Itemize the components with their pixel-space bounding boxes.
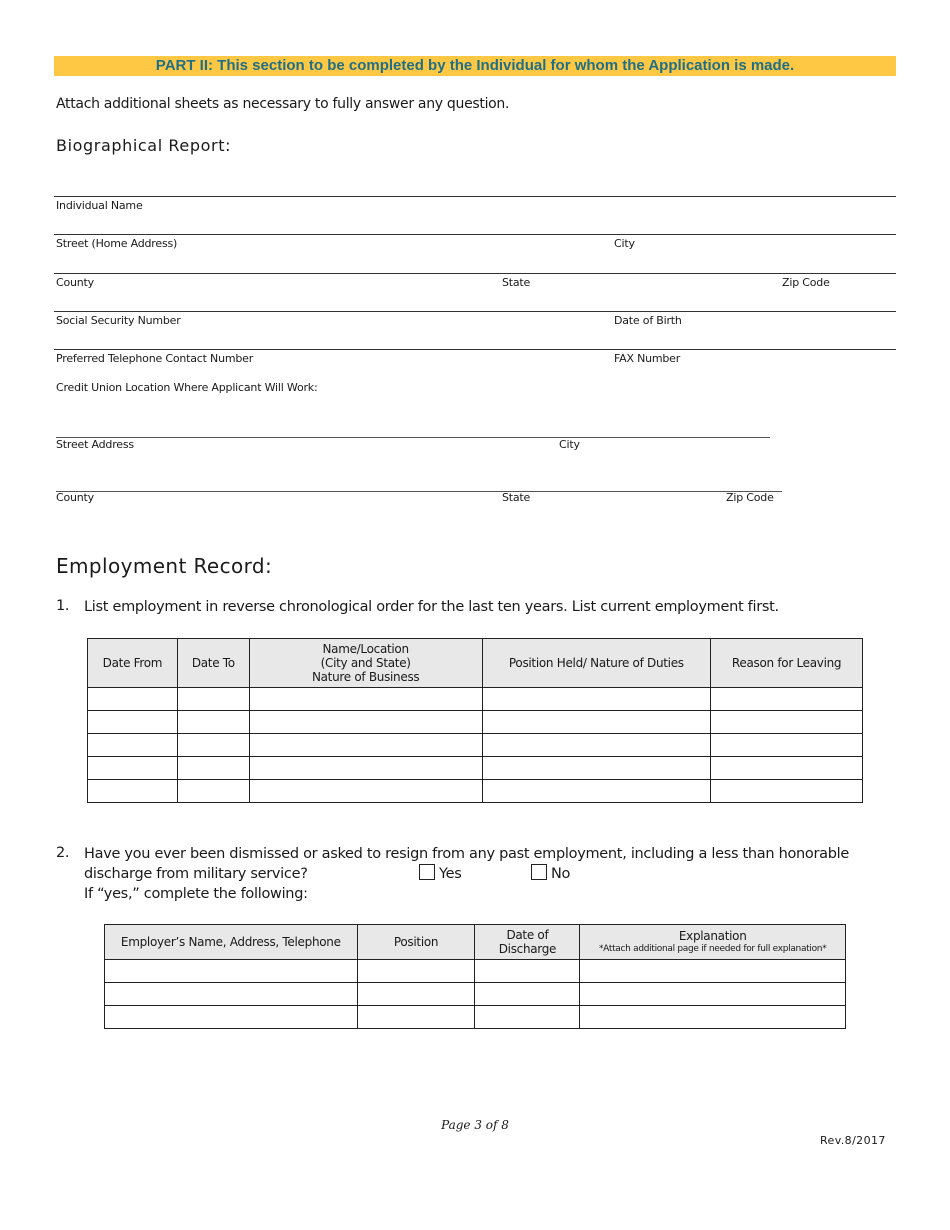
col-position: Position: [357, 925, 475, 960]
cell[interactable]: [357, 960, 475, 983]
form-line: [54, 196, 896, 197]
table-row[interactable]: [105, 983, 846, 1006]
location-street-line: [56, 437, 770, 438]
yes-label: Yes: [439, 866, 462, 882]
col-explanation-note: *Attach additional page if needed for full explanation*: [598, 944, 827, 954]
page-number: Page 3 of 8: [441, 1118, 509, 1132]
col-position: Position Held/ Nature of Duties: [482, 639, 711, 688]
employment-table-header: [88, 639, 863, 688]
question-2-number: 2.: [56, 845, 70, 861]
col-date-line1: Date of: [506, 928, 549, 942]
dob-label: Date of Birth: [614, 314, 682, 327]
street-label: Street (Home Address): [56, 237, 178, 250]
location-state-label: State: [502, 491, 531, 504]
col-name-line1: Name/Location: [322, 642, 409, 656]
ssn-label: Social Security Number: [56, 314, 181, 327]
cell[interactable]: [249, 734, 482, 757]
table-row[interactable]: [88, 780, 863, 803]
cell[interactable]: [88, 757, 178, 780]
employment-record-title: Employment Record:: [56, 554, 273, 578]
phone-label: Preferred Telephone Contact Number: [56, 352, 254, 365]
cell[interactable]: [88, 734, 178, 757]
cell[interactable]: [711, 780, 863, 803]
col-date-from: Date From: [88, 639, 178, 688]
discharge-table-header: [105, 925, 846, 960]
table-row[interactable]: [88, 757, 863, 780]
cell[interactable]: [105, 960, 358, 983]
cell[interactable]: [249, 757, 482, 780]
question-2-line1: Have you ever been dismissed or asked to resign from any past employment, including a less than honorable: [84, 846, 850, 862]
cell[interactable]: [249, 711, 482, 734]
cell[interactable]: [711, 711, 863, 734]
cell[interactable]: [482, 757, 711, 780]
cell[interactable]: [580, 1006, 846, 1029]
col-explanation-title: Explanation: [678, 929, 747, 943]
cell[interactable]: [482, 688, 711, 711]
question-2-line2: discharge from military service?: [84, 866, 308, 882]
cell[interactable]: [177, 711, 249, 734]
cell[interactable]: [475, 983, 580, 1006]
col-discharge-date: [475, 925, 580, 960]
cell[interactable]: [580, 960, 846, 983]
col-name-location: [249, 639, 482, 688]
cell[interactable]: [475, 960, 580, 983]
discharge-table: [104, 924, 846, 1029]
cell[interactable]: [249, 780, 482, 803]
question-1-number: 1.: [56, 598, 70, 614]
intro-text: Attach additional sheets as necessary to fully answer any question.: [56, 96, 510, 112]
question-2-line3: If “yes,” complete the following:: [84, 886, 308, 902]
cell[interactable]: [711, 688, 863, 711]
table-row[interactable]: [88, 688, 863, 711]
cell[interactable]: [711, 757, 863, 780]
cell[interactable]: [88, 780, 178, 803]
question-1-text: List employment in reverse chronological order for the last ten years. List current employment first.: [84, 599, 779, 615]
no-label: No: [551, 866, 571, 882]
table-row[interactable]: [105, 960, 846, 983]
cell[interactable]: [357, 1006, 475, 1029]
yes-checkbox[interactable]: [419, 864, 435, 880]
no-option[interactable]: [531, 864, 570, 884]
yes-option[interactable]: [419, 864, 462, 884]
cell[interactable]: [177, 780, 249, 803]
cell[interactable]: [475, 1006, 580, 1029]
form-line: [54, 273, 896, 274]
col-name-line2: (City and State): [320, 656, 411, 670]
location-street-label: Street Address: [56, 438, 134, 451]
form-line: [54, 311, 896, 312]
location-county-line: [56, 491, 782, 492]
cell[interactable]: [482, 711, 711, 734]
form-line: [54, 349, 896, 350]
table-row[interactable]: [105, 1006, 846, 1029]
cell[interactable]: [105, 983, 358, 1006]
col-date-to: Date To: [177, 639, 249, 688]
location-county-label: County: [56, 491, 94, 504]
cell[interactable]: [357, 983, 475, 1006]
individual-name-label: Individual Name: [56, 199, 143, 212]
cell[interactable]: [249, 688, 482, 711]
cell[interactable]: [177, 734, 249, 757]
biographical-report-title: Biographical Report:: [56, 136, 232, 155]
cu-location-label: Credit Union Location Where Applicant Will Work:: [56, 381, 318, 394]
location-zip-label: Zip Code: [726, 491, 774, 504]
location-city-label: City: [559, 438, 580, 451]
fax-label: FAX Number: [614, 352, 681, 365]
revision-label: Rev.8/2017: [820, 1134, 886, 1147]
table-row[interactable]: [88, 711, 863, 734]
table-row[interactable]: [88, 734, 863, 757]
city-label: City: [614, 237, 635, 250]
cell[interactable]: [580, 983, 846, 1006]
cell[interactable]: [105, 1006, 358, 1029]
part-ii-banner: PART II: This section to be completed by the Individual for whom the Application is made.: [54, 56, 896, 76]
cell[interactable]: [177, 688, 249, 711]
cell[interactable]: [177, 757, 249, 780]
cell[interactable]: [482, 780, 711, 803]
col-reason: Reason for Leaving: [711, 639, 863, 688]
cell[interactable]: [88, 711, 178, 734]
col-explanation: [580, 925, 846, 960]
cell[interactable]: [711, 734, 863, 757]
cell[interactable]: [482, 734, 711, 757]
form-line: [54, 234, 896, 235]
state-label: State: [502, 276, 531, 289]
cell[interactable]: [88, 688, 178, 711]
zip-label: Zip Code: [782, 276, 830, 289]
col-name-line3: Nature of Business: [311, 670, 420, 684]
col-date-line2: Discharge: [498, 942, 557, 956]
col-employer: Employer’s Name, Address, Telephone: [105, 925, 358, 960]
county-label: County: [56, 276, 94, 289]
no-checkbox[interactable]: [531, 864, 547, 880]
employment-table: [87, 638, 863, 803]
